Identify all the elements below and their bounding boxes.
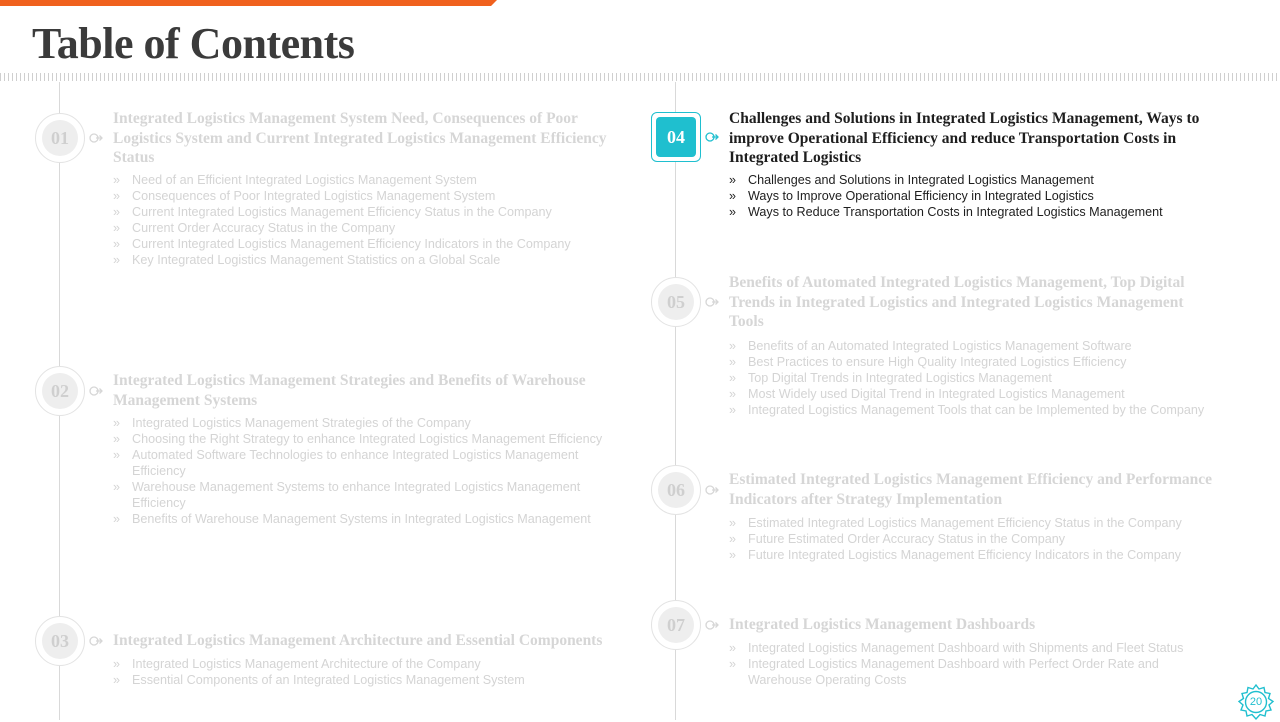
section-items xyxy=(113,415,633,527)
section-number: 06 xyxy=(658,472,694,508)
list-item: » Top Digital Trends in Integrated Logistics Management xyxy=(729,370,1249,386)
list-item: » Consequences of Poor Integrated Logistics Management System xyxy=(113,188,623,204)
section-number: 03 xyxy=(42,623,78,659)
arrow-right-icon xyxy=(705,619,719,631)
section-number-badge xyxy=(651,600,701,650)
section-number: 02 xyxy=(42,373,78,409)
list-item: » Best Practices to ensure High Quality Integrated Logistics Efficiency xyxy=(729,354,1249,370)
arrow-right-icon xyxy=(705,296,719,308)
list-item: » Automated Software Technologies to enhance Integrated Logistics Management Efficiency xyxy=(113,447,633,479)
list-item: » Integrated Logistics Management Tools that can be Implemented by the Company xyxy=(729,402,1249,418)
section-items xyxy=(113,656,633,688)
list-item: » Warehouse Management Systems to enhance Integrated Logistics Management Efficiency xyxy=(113,479,633,511)
section-items xyxy=(729,172,1249,220)
list-item: » Challenges and Solutions in Integrated Logistics Management xyxy=(729,172,1249,188)
section-number-badge xyxy=(651,277,701,327)
list-item: » Current Order Accuracy Status in the Company xyxy=(113,220,623,236)
section-title: Integrated Logistics Management System Need, Consequences of Poor Logistics System and Current Integrated Logistics Management Efficiency Status xyxy=(113,110,607,167)
list-item: » Integrated Logistics Management Dashboard with Perfect Order Rate and Warehouse Operating Costs xyxy=(729,656,1199,688)
toc-section-02[interactable] xyxy=(35,366,635,536)
toc-section-01[interactable] xyxy=(35,110,635,273)
page-title: Table of Contents xyxy=(32,19,355,68)
list-item: » Ways to Reduce Transportation Costs in Integrated Logistics Management xyxy=(729,204,1249,220)
list-item: » Current Integrated Logistics Management Efficiency Status in the Company xyxy=(113,204,623,220)
section-title: Challenges and Solutions in Integrated Logistics Management, Ways to improve Operational Efficiency and reduce Transportation Costs in Integrated Logistics xyxy=(729,110,1200,167)
list-item: » Key Integrated Logistics Management Statistics on a Global Scale xyxy=(113,252,623,268)
page-number: 20 xyxy=(1249,696,1263,708)
section-number-badge xyxy=(35,366,85,416)
list-item: » Benefits of Warehouse Management Systems in Integrated Logistics Management xyxy=(113,511,633,527)
section-title: Integrated Logistics Management Strategies and Benefits of Warehouse Management Systems xyxy=(113,372,586,409)
section-number: 04 xyxy=(656,117,696,157)
list-item: » Estimated Integrated Logistics Management Efficiency Status in the Company xyxy=(729,515,1249,531)
section-number: 01 xyxy=(42,120,78,156)
arrow-right-icon xyxy=(89,132,103,144)
header-divider xyxy=(0,73,1280,81)
section-items xyxy=(113,172,623,268)
section-title: Estimated Integrated Logistics Management Efficiency and Performance Indicators after Strategy Implementation xyxy=(729,471,1212,508)
section-number-badge xyxy=(35,616,85,666)
toc-section-05[interactable] xyxy=(651,274,1251,427)
arrow-right-icon xyxy=(705,484,719,496)
section-number: 05 xyxy=(658,284,694,320)
section-title: Benefits of Automated Integrated Logistics Management, Top Digital Trends in Integrated Logistics and Integrated Logistics Management Tools xyxy=(729,274,1185,331)
list-item: » Integrated Logistics Management Dashboard with Shipments and Fleet Status xyxy=(729,640,1199,656)
section-items xyxy=(729,338,1249,418)
list-item: » Need of an Efficient Integrated Logistics Management System xyxy=(113,172,623,188)
toc-section-07[interactable] xyxy=(651,600,1231,695)
arrow-right-icon xyxy=(89,635,103,647)
section-number: 07 xyxy=(658,607,694,643)
arrow-right-icon xyxy=(705,131,719,143)
toc-section-06[interactable] xyxy=(651,465,1251,575)
list-item: » Integrated Logistics Management Architecture of the Company xyxy=(113,656,633,672)
section-number-badge-active xyxy=(651,112,701,162)
arrow-right-icon xyxy=(89,385,103,397)
list-item: » Future Estimated Order Accuracy Status in the Company xyxy=(729,531,1249,547)
section-number-badge xyxy=(651,465,701,515)
top-accent-bar xyxy=(0,0,497,6)
section-title: Integrated Logistics Management Architecture and Essential Components xyxy=(113,632,603,649)
list-item: » Most Widely used Digital Trend in Integrated Logistics Management xyxy=(729,386,1249,402)
list-item: » Integrated Logistics Management Strategies of the Company xyxy=(113,415,633,431)
section-items xyxy=(729,640,1199,688)
list-item: » Benefits of an Automated Integrated Logistics Management Software xyxy=(729,338,1249,354)
section-items xyxy=(729,515,1249,563)
list-item: » Future Integrated Logistics Management Efficiency Indicators in the Company xyxy=(729,547,1249,563)
list-item: » Choosing the Right Strategy to enhance Integrated Logistics Management Efficiency xyxy=(113,431,633,447)
list-item: » Essential Components of an Integrated Logistics Management System xyxy=(113,672,633,688)
section-number-badge xyxy=(35,113,85,163)
list-item: » Current Integrated Logistics Management Efficiency Indicators in the Company xyxy=(113,236,623,252)
toc-section-03[interactable] xyxy=(35,616,635,696)
section-title: Integrated Logistics Management Dashboards xyxy=(729,616,1036,633)
toc-section-04[interactable] xyxy=(651,112,1251,232)
list-item: » Ways to Improve Operational Efficiency in Integrated Logistics xyxy=(729,188,1249,204)
